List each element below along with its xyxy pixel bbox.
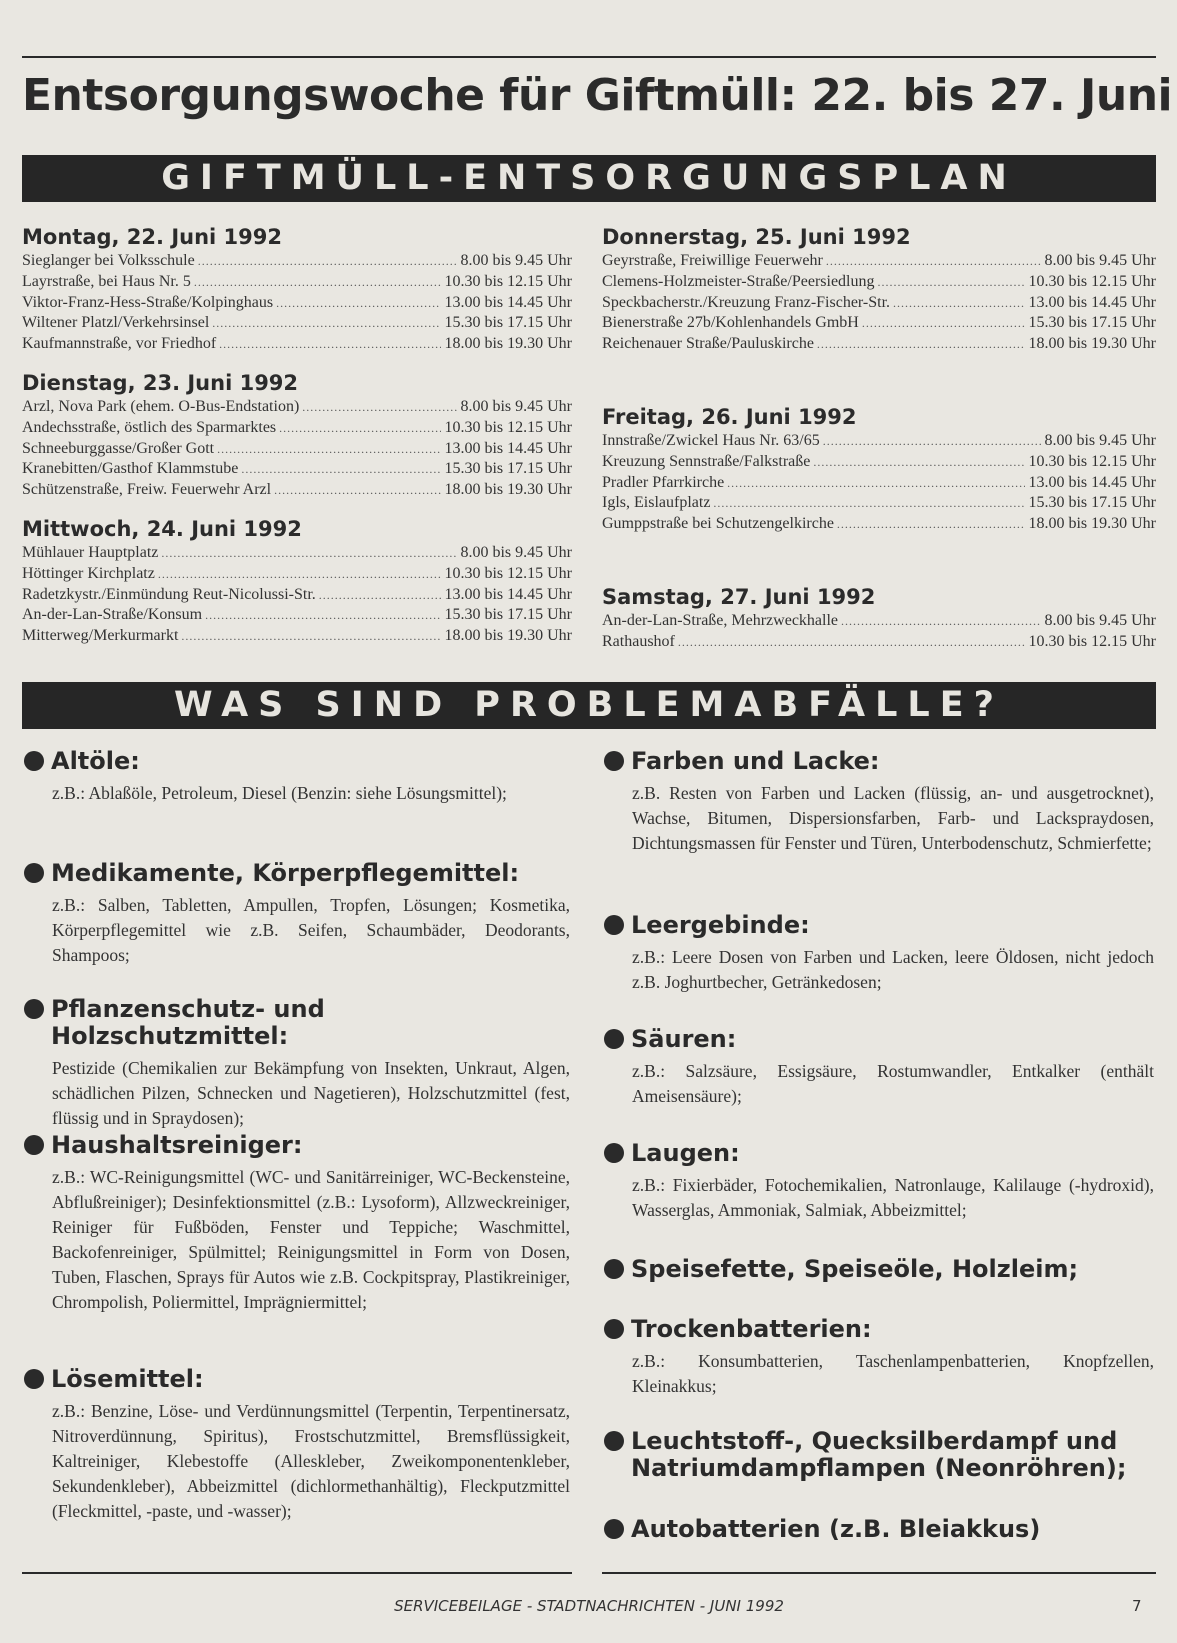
bullet-icon (24, 1369, 44, 1389)
bullet-icon (24, 751, 44, 771)
dot-leader (161, 543, 457, 564)
dot-leader (194, 272, 442, 293)
dot-leader (823, 431, 1042, 452)
category-description: Pestizide (Chemikalien zur Bekämpfung von Insekten, Unkraut, Algen, schädlichen Pilzen, Schnecken und Nagetieren), Holzschutzmittel (fest, flüssig und in Spraydosen); (52, 1058, 570, 1128)
category-title (602, 748, 1154, 775)
dot-leader (862, 313, 1026, 334)
category-title-text: Haushaltsreiniger: (51, 1131, 303, 1159)
time: 15.30 bis 17.15 Uhr (444, 606, 572, 624)
time: 8.00 bis 9.45 Uhr (460, 398, 572, 415)
schedule-row (22, 480, 572, 501)
dot-leader (198, 251, 458, 272)
category-block (22, 748, 570, 806)
location: Innstraße/Zwickel Haus Nr. 63/65 (602, 432, 820, 449)
dot-leader (274, 480, 441, 501)
category-block (22, 1132, 570, 1315)
page-number: 7 (1132, 1597, 1142, 1615)
location: Reichenauer Straße/Pauluskirche (602, 335, 814, 353)
location: Speckbacherstr./Kreuzung Franz-Fischer-Str. (602, 293, 891, 311)
time: 13.00 bis 14.45 Uhr (444, 439, 572, 457)
category-title (602, 1316, 1154, 1343)
location: Kaufmannstraße, vor Friedhof (22, 335, 217, 353)
dot-leader (678, 632, 1026, 653)
category-description: z.B.: Konsumbatterien, Taschenlampenbatterien, Knopfzellen, Kleinakkus; (632, 1351, 1154, 1396)
dot-leader (219, 334, 441, 355)
schedule-row (602, 452, 1156, 473)
category-title (602, 912, 1154, 939)
bottom-rule-left (22, 1572, 572, 1574)
day-title: Samstag, 27. Juni 1992 (602, 585, 876, 609)
category-title (22, 860, 570, 887)
schedule-row (602, 272, 1156, 293)
schedule-row (22, 272, 572, 293)
time: 18.00 bis 19.30 Uhr (444, 627, 572, 645)
day-title: Dienstag, 23. Juni 1992 (22, 371, 299, 395)
bottom-rule-right (602, 1572, 1156, 1574)
schedule-row (602, 473, 1156, 494)
location: Rathaushof (602, 632, 675, 650)
schedule-row (22, 564, 572, 585)
day-block (22, 224, 572, 355)
day-title: Freitag, 26. Juni 1992 (602, 405, 857, 429)
schedule-row (22, 543, 572, 564)
category-title-text: Pflanzenschutz- und Holzschutzmittel: (51, 995, 325, 1050)
dot-leader (279, 418, 441, 439)
location: An-der-Lan-Straße, Mehrzweckhalle (602, 612, 839, 629)
schedule-row (22, 293, 572, 314)
time: 10.30 bis 12.15 Uhr (444, 564, 572, 582)
schedule-row (602, 632, 1156, 653)
location: Wiltener Platzl/Verkehrsinsel (22, 314, 210, 332)
category-block (602, 748, 1154, 856)
time: 15.30 bis 17.15 Uhr (1028, 494, 1156, 512)
category-title (602, 1428, 1154, 1482)
location: Viktor-Franz-Hess-Straße/Kolpinghaus (22, 293, 274, 311)
dot-leader (212, 313, 441, 334)
dot-leader (826, 251, 1042, 272)
category-description: z.B.: Salzsäure, Essigsäure, Rostumwandler, Entkalker (enthält Ameisensäure); (632, 1061, 1154, 1106)
location: Höttinger Kirchplatz (22, 564, 155, 582)
category-title-text: Leuchtstoff-, Quecksilberdampf und Natriumdampflampen (Neonröhren); (631, 1427, 1127, 1482)
location: Layrstraße, bei Haus Nr. 5 (22, 272, 191, 290)
location: Arzl, Nova Park (ehem. O-Bus-Endstation) (22, 398, 300, 415)
location: Bienerstraße 27b/Kohlenhandels GmbH (602, 314, 859, 332)
time: 10.30 bis 12.15 Uhr (444, 418, 572, 436)
category-description: z.B.: Ablaßöle, Petroleum, Diesel (Benzin: siehe Lösungsmittel); (52, 783, 507, 803)
schedule-row (602, 334, 1156, 355)
dot-leader (205, 605, 441, 626)
category-description: z.B.: Leere Dosen von Farben und Lacken, leere Öldosen, nicht jedoch z.B. Joghurtbecher, Getränkedosen; (632, 947, 1154, 992)
time: 15.30 bis 17.15 Uhr (444, 460, 572, 478)
location: Schützenstraße, Freiw. Feuerwehr Arzl (22, 481, 272, 499)
dot-leader (893, 293, 1025, 314)
time: 8.00 bis 9.45 Uhr (460, 252, 572, 269)
category-title (602, 1256, 1154, 1283)
category-block (602, 912, 1154, 995)
time: 8.00 bis 9.45 Uhr (1044, 432, 1156, 449)
time: 8.00 bis 9.45 Uhr (1044, 252, 1156, 269)
day-block (22, 370, 572, 501)
category-block (602, 1140, 1154, 1223)
category-title (602, 1516, 1154, 1543)
category-title-text: Autobatterien (z.B. Bleiakkus) (631, 1515, 1041, 1543)
location: Radetzkystr./Einmündung Reut-Nicolussi-Str. (22, 585, 316, 603)
bullet-icon (604, 1519, 624, 1539)
schedule-row (602, 611, 1156, 632)
schedule-row (22, 459, 572, 480)
dot-leader (276, 293, 441, 314)
category-block (602, 1516, 1154, 1543)
schedule-row (22, 397, 572, 418)
time: 13.00 bis 14.45 Uhr (1028, 293, 1156, 311)
location: Clemens-Holzmeister-Straße/Peersiedlung (602, 272, 875, 290)
time: 18.00 bis 19.30 Uhr (444, 481, 572, 499)
time: 13.00 bis 14.45 Uhr (444, 585, 572, 603)
category-title-text: Säuren: (631, 1025, 737, 1053)
location: Andechsstraße, östlich des Sparmarktes (22, 418, 277, 436)
bullet-icon (604, 1029, 624, 1049)
schedule-row (602, 293, 1156, 314)
bullet-icon (604, 1259, 624, 1279)
dot-leader (319, 585, 442, 606)
bullet-icon (604, 1431, 624, 1451)
schedule-row (602, 514, 1156, 535)
top-rule (22, 56, 1156, 58)
schedule-row (602, 313, 1156, 334)
bullet-icon (604, 1143, 624, 1163)
schedule-row (22, 605, 572, 626)
dot-leader (302, 397, 457, 418)
location: Kreuzung Sennstraße/Falkstraße (602, 452, 811, 470)
category-description: z.B.: Benzine, Löse- und Verdünnungsmittel (Terpentin, Terpentinersatz, Nitroverdünnung, Spiritus), Frostschutzmittel, Bremsflüssigkeit, Kaltreiniger, Klebestoffe (Alleskleber, Zweikomponentenkleber, Sekundenkleber), Abbeizmittel (dichlormethanhältig), Fleckputzmittel (Fleckmittel, -paste, und -wasser); (52, 1401, 570, 1521)
location: Geyrstraße, Freiwillige Feuerwehr (602, 252, 823, 269)
location: Igls, Eislaufplatz (602, 494, 711, 512)
schedule-row (22, 313, 572, 334)
category-title (602, 1140, 1154, 1167)
category-title-text: Farben und Lacke: (631, 747, 880, 775)
time: 18.00 bis 19.30 Uhr (1028, 335, 1156, 353)
location: Schneeburggasse/Großer Gott (22, 439, 215, 457)
location: Pradler Pfarrkirche (602, 473, 725, 491)
dot-leader (713, 493, 1025, 514)
plan-banner: GIFTMÜLL-ENTSORGUNGSPLAN (22, 155, 1156, 202)
category-block (602, 1428, 1154, 1482)
location: Sieglanger bei Volksschule (22, 252, 195, 269)
bullet-icon (24, 999, 44, 1019)
dot-leader (158, 564, 442, 585)
schedule-row (602, 431, 1156, 452)
category-description: z.B.: Salben, Tabletten, Ampullen, Tropfen, Lösungen; Kosmetika, Körperpflegemittel wie z.B. Seifen, Schaumbäder, Deodorants, Shampoos; (52, 895, 570, 965)
category-block (22, 996, 570, 1131)
schedule-row (22, 626, 572, 647)
page-headline: Entsorgungswoche für Giftmüll: 22. bis 27. Juni (22, 70, 1173, 121)
location: Mitterweg/Merkurmarkt (22, 627, 179, 645)
day-title: Montag, 22. Juni 1992 (22, 225, 282, 249)
schedule-row (22, 439, 572, 460)
schedule-row (22, 334, 572, 355)
day-block (602, 404, 1156, 535)
category-title (22, 996, 570, 1050)
category-description: z.B.: WC-Reinigungsmittel (WC- und Sanitärreiniger, WC-Beckensteine, Abflußreiniger); Desinfektionsmittel (z.B.: Lysoform), Allzweckreiniger, Reiniger für Fußböden, Fenster und Teppiche; Waschmittel, Backofenreiniger, Spülmittel; Reinigungsmittel in Form von Dosen, Tuben, Flaschen, Sprays für Autos wie z.B. Cockpitspray, Plastikreiniger, Chrompolish, Poliermittel, Imprägniermittel; (52, 1167, 570, 1312)
category-title (22, 748, 570, 775)
time: 15.30 bis 17.15 Uhr (1028, 314, 1156, 332)
location: Kranebitten/Gasthof Klammstube (22, 460, 239, 478)
time: 10.30 bis 12.15 Uhr (1028, 632, 1156, 650)
time: 15.30 bis 17.15 Uhr (444, 314, 572, 332)
dot-leader (217, 439, 441, 460)
location: Mühlauer Hauptplatz (22, 544, 159, 561)
category-title-text: Laugen: (631, 1139, 740, 1167)
category-title-text: Speisefette, Speiseöle, Holzleim; (631, 1255, 1079, 1283)
dot-leader (817, 334, 1026, 355)
category-block (602, 1026, 1154, 1109)
category-block (22, 1366, 570, 1524)
schedule-row (22, 418, 572, 439)
category-description: z.B. Resten von Farben und Lacken (flüssig, an- und ausgetrocknet), Wachse, Bitumen, Dispersionsfarben, Farb- und Lackspraydosen, Dichtungsmassen für Fenster und Türen, Unterbodenschutz, Schmierfette; (632, 783, 1154, 853)
category-description: z.B.: Fixierbäder, Fotochemikalien, Natronlauge, Kalilauge (-hydroxid), Wasserglas, Ammoniak, Salmiak, Abbeizmittel; (632, 1175, 1154, 1220)
dot-leader (181, 626, 441, 647)
category-title-text: Altöle: (51, 747, 140, 775)
category-title-text: Trockenbatterien: (631, 1315, 872, 1343)
time: 10.30 bis 12.15 Uhr (1028, 452, 1156, 470)
category-title (22, 1132, 570, 1159)
schedule-row (22, 585, 572, 606)
problem-banner: WAS SIND PROBLEMABFÄLLE? (22, 682, 1156, 729)
dot-leader (837, 514, 1026, 535)
category-title (602, 1026, 1154, 1053)
category-title-text: Medikamente, Körperpflegemittel: (51, 859, 520, 887)
dot-leader (878, 272, 1026, 293)
time: 8.00 bis 9.45 Uhr (460, 544, 572, 561)
bullet-icon (604, 915, 624, 935)
schedule-row (602, 251, 1156, 272)
category-block (602, 1256, 1154, 1283)
category-title-text: Lösemittel: (51, 1365, 204, 1393)
time: 13.00 bis 14.45 Uhr (1028, 473, 1156, 491)
bullet-icon (24, 863, 44, 883)
location: Gumppstraße bei Schutzengelkirche (602, 515, 834, 533)
time: 13.00 bis 14.45 Uhr (444, 293, 572, 311)
category-title-text: Leergebinde: (631, 911, 810, 939)
schedule-row (602, 493, 1156, 514)
dot-leader (841, 611, 1041, 632)
day-block (602, 224, 1156, 355)
category-title (22, 1366, 570, 1393)
category-block (602, 1316, 1154, 1399)
time: 8.00 bis 9.45 Uhr (1044, 612, 1156, 629)
category-block (22, 860, 570, 968)
day-title: Mittwoch, 24. Juni 1992 (22, 517, 302, 541)
schedule-row (22, 251, 572, 272)
footer-text: SERVICEBEILAGE - STADTNACHRICHTEN - JUNI 1992 (394, 1597, 784, 1615)
location: An-der-Lan-Straße/Konsum (22, 606, 203, 624)
bullet-icon (604, 1319, 624, 1339)
time: 10.30 bis 12.15 Uhr (1028, 272, 1156, 290)
time: 18.00 bis 19.30 Uhr (444, 335, 572, 353)
dot-leader (727, 473, 1025, 494)
bullet-icon (24, 1135, 44, 1155)
day-block (602, 584, 1156, 653)
bullet-icon (604, 751, 624, 771)
dot-leader (813, 452, 1025, 473)
time: 18.00 bis 19.30 Uhr (1028, 515, 1156, 533)
dot-leader (241, 459, 441, 480)
time: 10.30 bis 12.15 Uhr (444, 272, 572, 290)
day-title: Donnerstag, 25. Juni 1992 (602, 225, 911, 249)
day-block (22, 516, 572, 647)
